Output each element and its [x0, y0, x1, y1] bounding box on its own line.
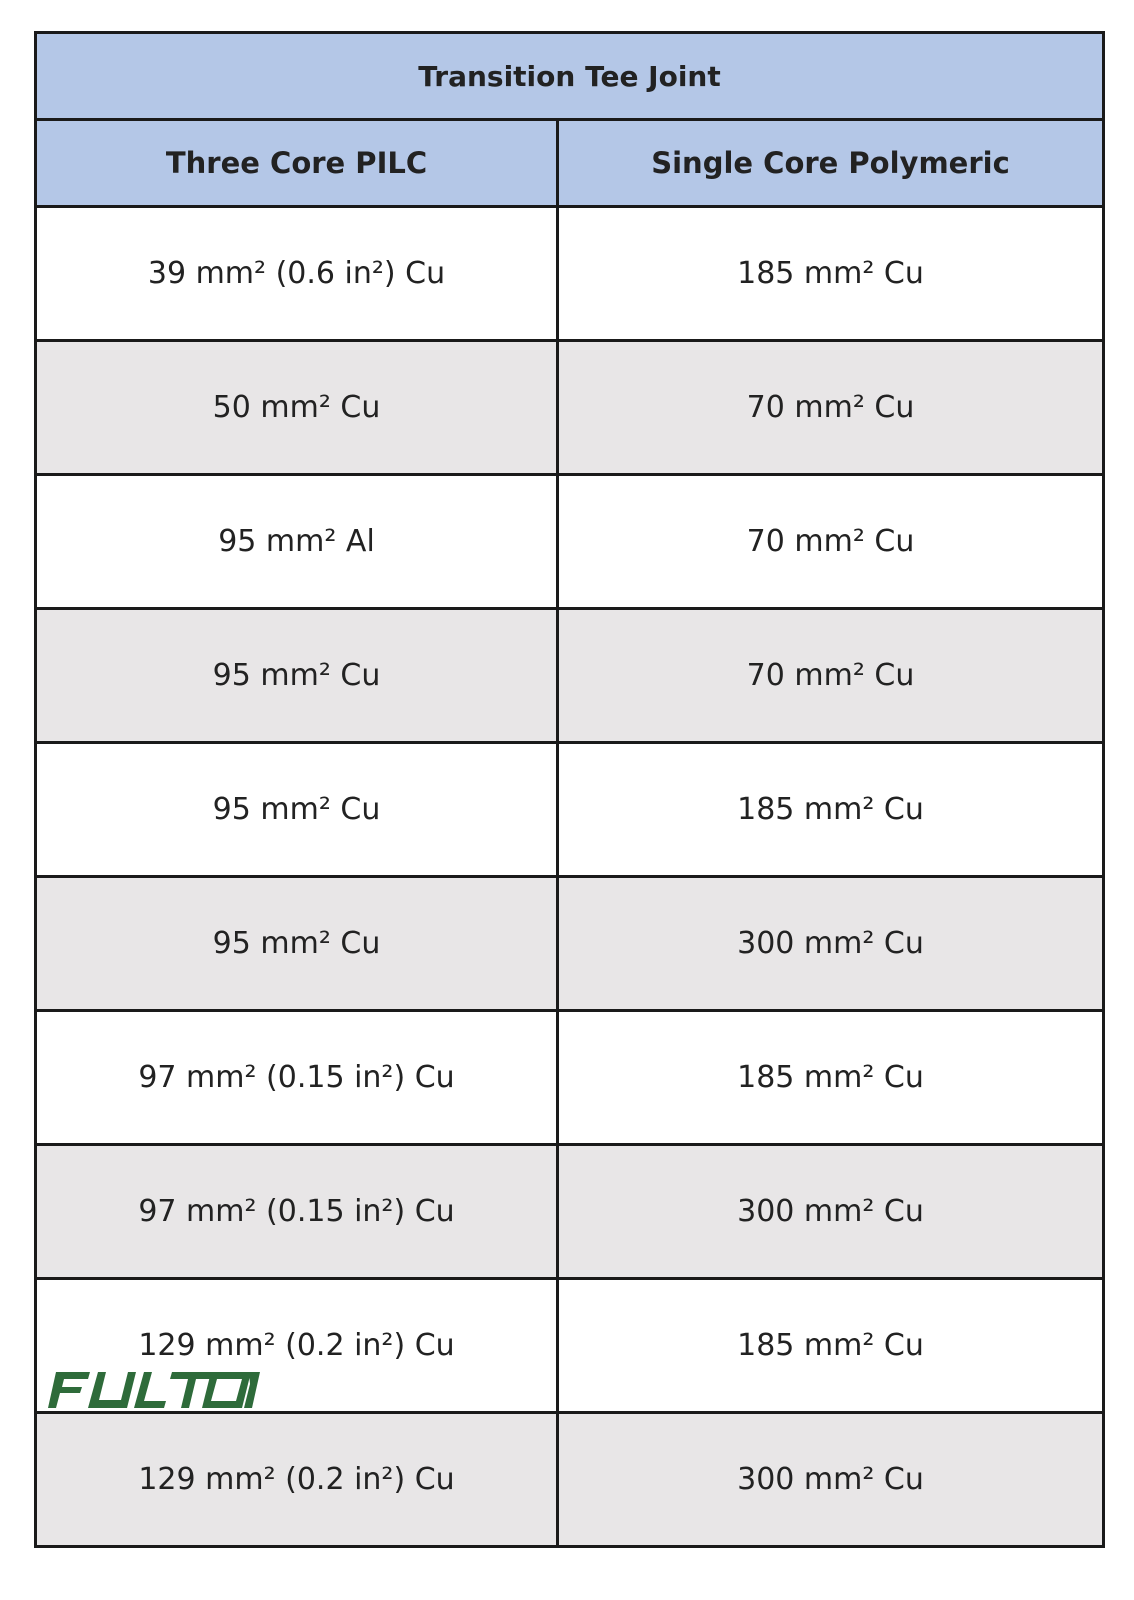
cell-three-core-pilc: 95 mm² Cu — [36, 743, 558, 877]
table-row — [36, 207, 1104, 341]
cell-single-core-polymeric: 185 mm² Cu — [558, 743, 1104, 877]
table-row — [36, 743, 1104, 877]
column-header-single-core-polymeric: Single Core Polymeric — [558, 120, 1104, 207]
table-row — [36, 1413, 1104, 1547]
table-row — [36, 1011, 1104, 1145]
cell-single-core-polymeric: 70 mm² Cu — [558, 475, 1104, 609]
table-title: Transition Tee Joint — [36, 33, 1104, 120]
column-header-three-core-pilc: Three Core PILC — [36, 120, 558, 207]
cell-single-core-polymeric: 185 mm² Cu — [558, 1279, 1104, 1413]
table-row — [36, 341, 1104, 475]
cell-three-core-pilc: 97 mm² (0.15 in²) Cu — [36, 1145, 558, 1279]
cell-single-core-polymeric: 300 mm² Cu — [558, 877, 1104, 1011]
cell-three-core-pilc: 95 mm² Cu — [36, 877, 558, 1011]
cell-three-core-pilc: 95 mm² Cu — [36, 609, 558, 743]
fulton-logo — [46, 1370, 261, 1410]
transition-tee-joint-table — [34, 31, 1105, 1548]
table-row — [36, 877, 1104, 1011]
cell-three-core-pilc: 129 mm² (0.2 in²) Cu — [36, 1413, 558, 1547]
cell-single-core-polymeric: 185 mm² Cu — [558, 1011, 1104, 1145]
cell-three-core-pilc: 50 mm² Cu — [36, 341, 558, 475]
cell-single-core-polymeric: 70 mm² Cu — [558, 341, 1104, 475]
table-row — [36, 609, 1104, 743]
cell-three-core-pilc: 129 mm² (0.2 in²) Cu — [36, 1279, 558, 1413]
cell-three-core-pilc: 97 mm² (0.15 in²) Cu — [36, 1011, 558, 1145]
cell-three-core-pilc: 95 mm² Al — [36, 475, 558, 609]
cell-single-core-polymeric: 300 mm² Cu — [558, 1413, 1104, 1547]
cell-single-core-polymeric: 70 mm² Cu — [558, 609, 1104, 743]
cell-three-core-pilc: 39 mm² (0.6 in²) Cu — [36, 207, 558, 341]
table-row — [36, 475, 1104, 609]
header-row — [36, 120, 1104, 207]
title-row — [36, 33, 1104, 120]
cell-single-core-polymeric: 185 mm² Cu — [558, 207, 1104, 341]
cell-single-core-polymeric: 300 mm² Cu — [558, 1145, 1104, 1279]
table-row — [36, 1145, 1104, 1279]
